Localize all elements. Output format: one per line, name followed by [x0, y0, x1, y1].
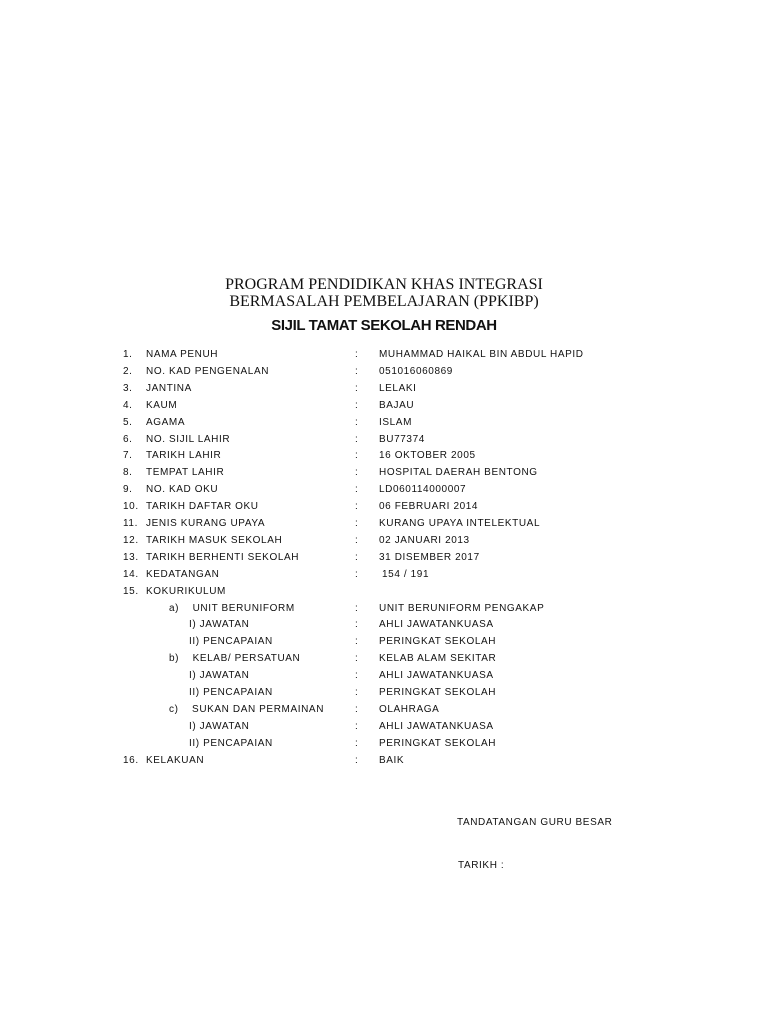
detail-row	[0, 366, 768, 383]
detail-row	[0, 467, 768, 484]
row-value: 16 OKTOBER 2005	[379, 450, 476, 462]
row-number: 1.	[123, 349, 133, 360]
row-value: BAIK	[379, 754, 405, 766]
row-label: NAMA PENUH	[146, 349, 219, 360]
certificate-title: SIJIL TAMAT SEKOLAH RENDAH	[271, 317, 497, 334]
row-label: KOKURIKULUM	[146, 585, 226, 597]
row-label: KAUM	[146, 399, 178, 411]
row-label: NO. SIJIL LAHIR	[146, 433, 231, 445]
detail-row	[0, 501, 768, 518]
detail-row	[0, 755, 768, 772]
row-colon: :	[355, 653, 359, 665]
row-label: c) SUKAN DAN PERMAINAN	[169, 703, 325, 715]
row-label: TARIKH LAHIR	[146, 450, 222, 462]
row-value: 154 / 191	[382, 568, 430, 580]
row-value: 06 FEBRUARI 2014	[379, 501, 479, 513]
detail-row	[0, 738, 768, 755]
detail-row	[0, 434, 768, 451]
row-value: LELAKI	[379, 382, 417, 394]
row-number: 15.	[123, 585, 139, 597]
row-number: 16.	[123, 754, 139, 766]
detail-row	[0, 417, 768, 434]
detail-row	[0, 518, 768, 535]
row-colon: :	[355, 399, 359, 411]
row-label: II) PENCAPAIAN	[189, 737, 273, 749]
row-number: 8.	[123, 467, 133, 479]
row-colon: :	[355, 551, 359, 563]
detail-row	[0, 450, 768, 467]
row-colon: :	[355, 568, 359, 580]
row-label: AGAMA	[146, 416, 186, 428]
row-value: KURANG UPAYA INTELEKTUAL	[379, 518, 541, 529]
row-value: BAJAU	[379, 399, 415, 411]
row-value: AHLI JAWATANKUASA	[379, 670, 494, 682]
detail-row	[0, 687, 768, 704]
row-value: 051016060869	[379, 365, 453, 377]
row-value: KELAB ALAM SEKITAR	[379, 653, 497, 665]
row-colon: :	[355, 602, 359, 614]
row-label: TARIKH DAFTAR OKU	[146, 501, 259, 513]
row-number: 14.	[123, 568, 139, 580]
row-number: 6.	[123, 433, 133, 445]
row-label: TEMPAT LAHIR	[146, 467, 225, 479]
row-colon: :	[355, 518, 359, 529]
detail-row	[0, 653, 768, 670]
detail-row	[0, 569, 768, 586]
row-label: a) UNIT BERUNIFORM	[169, 602, 295, 614]
detail-row	[0, 535, 768, 552]
row-colon: :	[355, 416, 359, 428]
row-label: NO. KAD OKU	[146, 484, 219, 496]
row-value: PERINGKAT SEKOLAH	[379, 687, 497, 698]
headmaster-signature-label: TANDATANGAN GURU BESAR	[457, 817, 613, 828]
row-value: LD060114000007	[379, 484, 467, 496]
row-label: KEDATANGAN	[146, 568, 220, 580]
row-label: I) JAWATAN	[189, 619, 250, 631]
row-number: 4.	[123, 399, 133, 411]
row-value: 02 JANUARI 2013	[379, 534, 470, 546]
row-label: KELAKUAN	[146, 754, 205, 766]
row-label: TARIKH BERHENTI SEKOLAH	[146, 551, 300, 563]
row-value: MUHAMMAD HAIKAL BIN ABDUL HAPID	[379, 349, 584, 360]
row-value: OLAHRAGA	[379, 703, 440, 715]
row-colon: :	[355, 484, 359, 496]
detail-row	[0, 586, 768, 603]
row-value: PERINGKAT SEKOLAH	[379, 737, 497, 749]
row-number: 10.	[123, 501, 139, 513]
row-label: II) PENCAPAIAN	[189, 687, 273, 698]
row-number: 11.	[123, 518, 138, 529]
detail-row	[0, 704, 768, 721]
detail-row	[0, 349, 768, 366]
detail-row	[0, 383, 768, 400]
row-colon: :	[355, 365, 359, 377]
row-number: 3.	[123, 382, 133, 394]
row-colon: :	[355, 670, 359, 682]
row-label: II) PENCAPAIAN	[189, 636, 273, 648]
row-value: HOSPITAL DAERAH BENTONG	[379, 467, 538, 479]
row-colon: :	[355, 450, 359, 462]
row-value: AHLI JAWATANKUASA	[379, 619, 494, 631]
row-label: JENIS KURANG UPAYA	[146, 518, 266, 529]
row-value: BU77374	[379, 433, 425, 445]
row-colon: :	[355, 619, 359, 631]
detail-row	[0, 619, 768, 636]
row-colon: :	[355, 687, 359, 698]
row-colon: :	[355, 720, 359, 732]
row-label: b) KELAB/ PERSATUAN	[169, 653, 301, 665]
row-number: 5.	[123, 416, 133, 428]
detail-row	[0, 636, 768, 653]
date-label: TARIKH :	[458, 860, 505, 871]
row-label: I) JAWATAN	[189, 670, 250, 682]
program-title-line-1: PROGRAM PENDIDIKAN KHAS INTEGRASI	[225, 276, 543, 293]
row-value: 31 DISEMBER 2017	[379, 551, 480, 563]
row-colon: :	[355, 433, 359, 445]
row-colon: :	[355, 501, 359, 513]
row-value: AHLI JAWATANKUASA	[379, 720, 494, 732]
row-colon: :	[355, 382, 359, 394]
program-title-line-2: BERMASALAH PEMBELAJARAN (PPKIBP)	[229, 293, 539, 310]
row-value: ISLAM	[379, 416, 413, 428]
row-number: 9.	[123, 484, 133, 496]
row-label: NO. KAD PENGENALAN	[146, 365, 270, 377]
row-colon: :	[355, 737, 359, 749]
detail-row	[0, 603, 768, 620]
detail-row	[0, 552, 768, 569]
row-number: 12.	[123, 534, 139, 546]
detail-row	[0, 721, 768, 738]
row-colon: :	[355, 349, 359, 360]
row-colon: :	[355, 754, 359, 766]
row-label: TARIKH MASUK SEKOLAH	[146, 534, 283, 546]
row-colon: :	[355, 467, 359, 479]
row-number: 2.	[123, 365, 133, 377]
row-value: UNIT BERUNIFORM PENGAKAP	[379, 602, 545, 614]
detail-row	[0, 670, 768, 687]
row-colon: :	[355, 534, 359, 546]
row-label: I) JAWATAN	[189, 720, 250, 732]
row-value: PERINGKAT SEKOLAH	[379, 636, 497, 648]
detail-row	[0, 484, 768, 501]
row-colon: :	[355, 636, 359, 648]
row-number: 13.	[123, 551, 139, 563]
row-colon: :	[355, 703, 359, 715]
row-label: JANTINA	[146, 382, 192, 394]
row-number: 7.	[123, 450, 133, 462]
detail-row	[0, 400, 768, 417]
